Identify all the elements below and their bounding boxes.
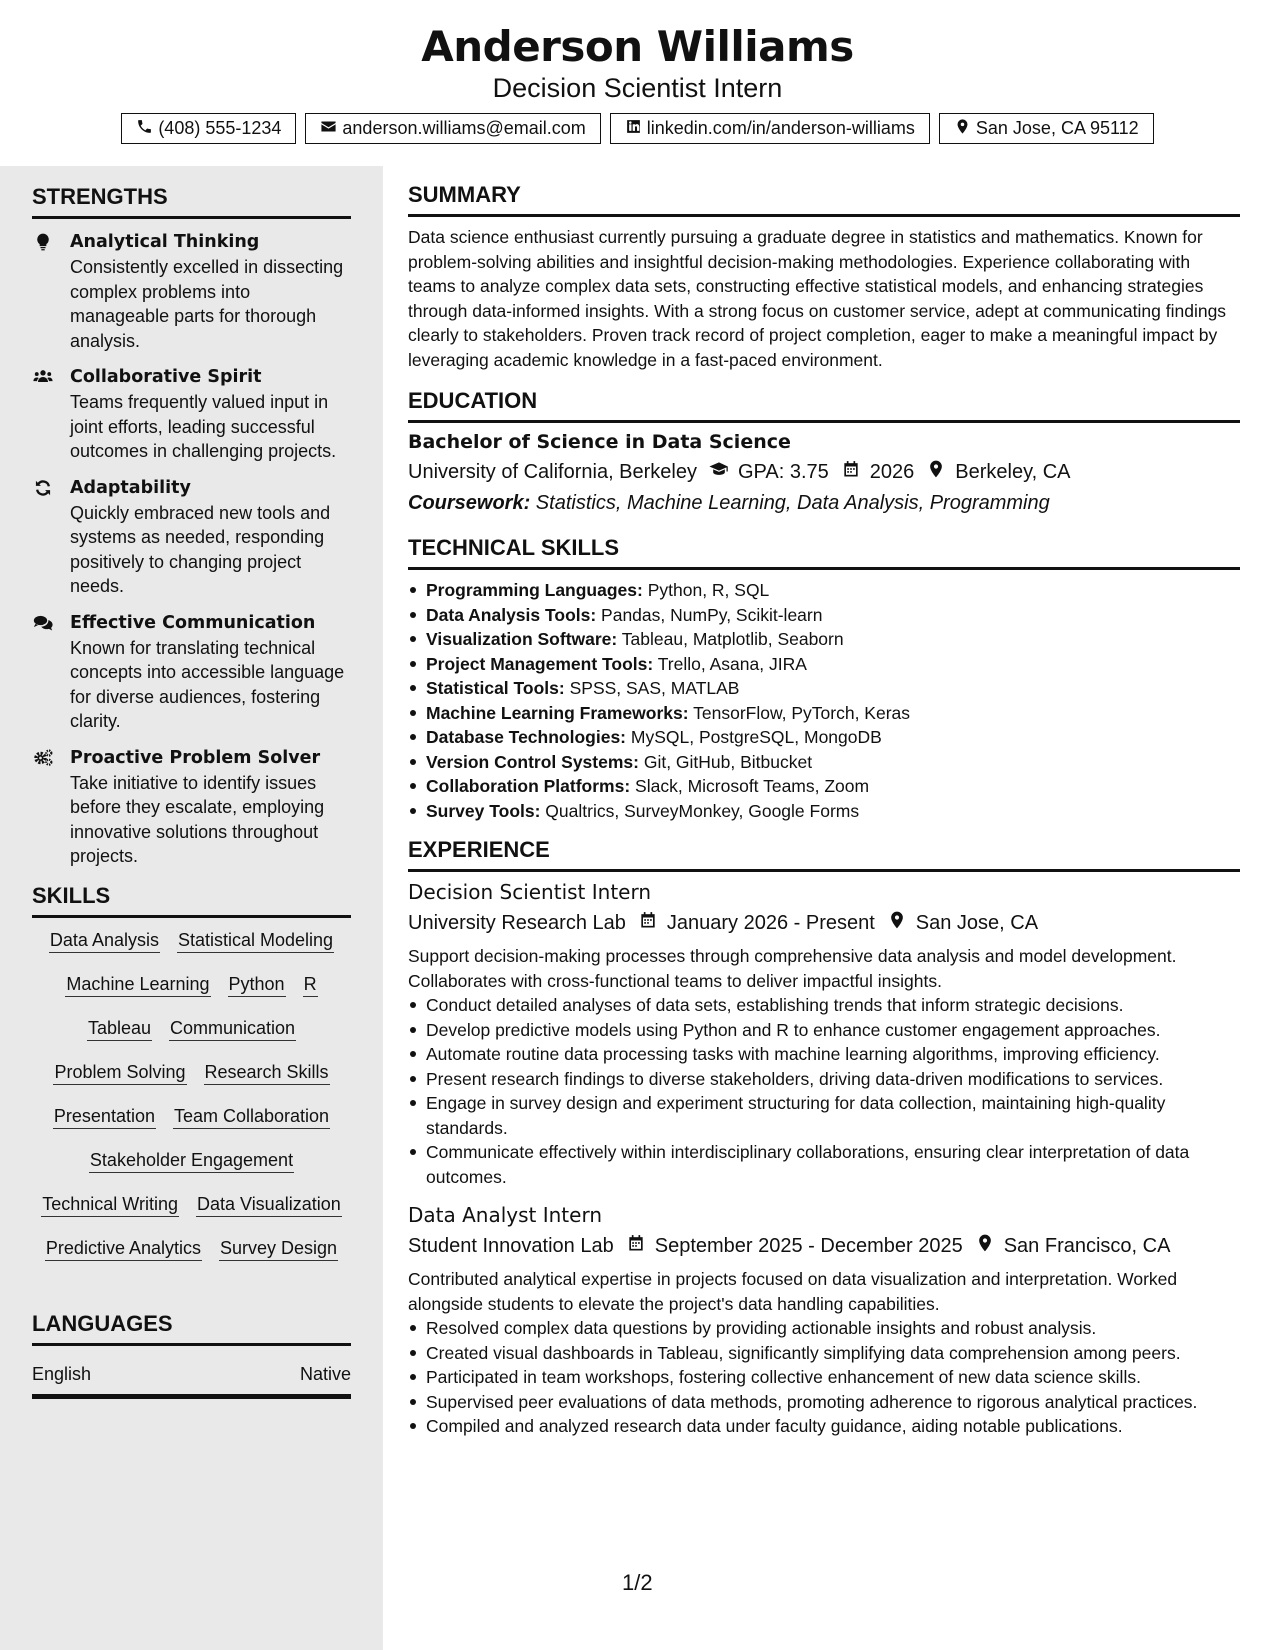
contact-phone [121,113,296,144]
strength-item [32,230,351,353]
summary-heading: SUMMARY [408,182,1240,217]
envelope-icon [320,118,337,140]
sidebar [0,166,383,1650]
strength-desc: Known for translating technical concepts into accessible language for diverse audiences, fostering clarity. [70,637,345,731]
main-content [408,182,1240,1439]
coursework-label: Coursework: [408,492,531,514]
job-title: Decision Scientist Intern [408,880,652,904]
education-heading: EDUCATION [408,388,1240,423]
strength-item [32,476,351,599]
strength-item [32,365,351,464]
gears-icon [32,746,70,869]
tech-skill-label: Survey Tools: [426,800,541,821]
comments-icon [32,611,70,734]
job-meta [408,910,1240,936]
language-level: Native [299,1363,351,1384]
skill-tag: Statistical Modeling [177,928,334,953]
strength-desc: Quickly embraced new tools and systems as needed, responding positively to changing project needs. [70,502,331,596]
list-item [408,627,1240,652]
skill-tag: Problem Solving [53,1060,186,1085]
list-item: Automate routine data processing tasks with machine learning algorithms, improving efficiency. [408,1042,1240,1067]
tech-skill-value: Git, GitHub, Bitbucket [638,751,813,772]
list-item: Resolved complex data questions by providing actionable insights and robust analysis. [408,1316,1240,1341]
skill-tag: Data Analysis [49,928,160,953]
list-item: Engage in survey design and experiment structuring for data collection, maintaining high-quality standards. [408,1091,1240,1140]
list-item: Supervised peer evaluations of data methods, promoting adherence to rigorous analytical practices. [408,1390,1240,1415]
skill-tag: Research Skills [204,1060,330,1085]
strength-item [32,746,351,869]
list-item: Present research findings to diverse stakeholders, driving data-driven modifications to services. [408,1067,1240,1092]
skill-tag: Python [228,972,286,997]
summary-text: Data science enthusiast currently pursuing a graduate degree in statistics and mathematics. Known for problem-solving abilities and insightful decision-making methodologies. Experience collaborating with teams to analyze complex data sets, constructing effective statistical models, and enhancing strategies through data-informed insights. With a strong focus on customer service, adept at communicating findings clearly to stakeholders. Proven track record of project completion, eager to make a meaningful impact by leveraging academic knowledge in a fast-paced environment. [408,227,1227,370]
map-pin-icon [875,910,916,936]
job-entry [408,880,1240,1189]
list-item [408,676,1240,701]
phone-icon [136,118,153,140]
tech-skill-label: Collaboration Platforms: [426,776,631,796]
language-row [32,1364,351,1399]
strength-title: Effective Communication [70,612,316,633]
map-pin-icon [914,459,955,485]
list-item: Compiled and analyzed research data under faculty guidance, aiding notable publications. [408,1414,1240,1439]
tech-skill-label: Database Technologies: [426,727,627,747]
list-item [408,750,1240,775]
tech-skill-value: Python, R, SQL [642,580,770,600]
skill-tag: Tableau [87,1016,152,1041]
skill-tag: Predictive Analytics [45,1236,202,1261]
tech-skill-value: MySQL, PostgreSQL, MongoDB [626,727,882,747]
skill-tag: Team Collaboration [173,1104,330,1129]
degree-title: Bachelor of Science in Data Science [408,431,791,453]
strength-title: Collaborative Spirit [70,367,262,387]
list-item [408,725,1240,750]
tech-skill-label: Statistical Tools: [426,678,565,698]
map-pin-icon [954,118,971,140]
school-location: Berkeley, CA [955,460,1071,483]
tech-skill-label: Data Analysis Tools: [426,604,597,625]
tech-skill-label: Programming Languages: [426,580,643,600]
tech-skill-value: Pandas, NumPy, Scikit-learn [596,604,823,625]
tech-skill-label: Machine Learning Frameworks: [426,702,689,723]
skill-tag: Survey Design [219,1236,338,1261]
contact-location-text: San Jose, CA 95112 [975,118,1139,138]
strength-title: Adaptability [70,477,191,498]
tech-skill-value: Slack, Microsoft Teams, Zoom [630,776,870,796]
list-item: Participated in team workshops, fostering collective enhancement of new data science skills. [408,1365,1240,1390]
list-item [408,774,1240,799]
tech-skill-value: SPSS, SAS, MATLAB [564,678,740,698]
skill-tag: R [303,972,318,997]
job-org: University Research Lab [408,911,626,934]
map-pin-icon [963,1233,1004,1259]
contact-bar [0,113,1275,144]
gpa: GPA: 3.75 [738,460,829,483]
page-number: 1/2 [622,1570,653,1595]
tech-skill-label: Visualization Software: [426,629,618,649]
linkedin-icon [625,118,642,140]
technical-skills-heading: TECHNICAL SKILLS [408,535,1240,570]
contact-location [939,113,1154,144]
tech-skill-label: Version Control Systems: [426,751,639,772]
list-item: Develop predictive models using Python and R to enhance customer engagement approaches. [408,1018,1240,1043]
language-name: English [32,1363,92,1384]
graduation-year: 2026 [869,460,915,483]
strength-desc: Teams frequently valued input in joint efforts, leading successful outcomes in challenging projects. [70,392,337,461]
calendar-icon [614,1233,655,1259]
candidate-role: Decision Scientist Intern [492,73,783,103]
skills-heading: SKILLS [32,883,351,918]
job-location: San Francisco, CA [1003,1234,1171,1257]
tech-skill-value: Trello, Asana, JIRA [653,653,807,674]
skill-tag: Data Visualization [196,1192,342,1217]
skill-tag: Stakeholder Engagement [89,1148,294,1173]
sync-icon [32,476,70,599]
tech-skill-value: TensorFlow, PyTorch, Keras [688,702,911,723]
skills-tags [32,928,351,1261]
strengths-heading: STRENGTHS [32,184,351,219]
calendar-icon [829,459,870,485]
skill-tag: Technical Writing [41,1192,179,1217]
strength-desc: Take initiative to identify issues before they escalate, employing innovative solutions throughout projects. [70,772,325,866]
graduation-cap-icon [697,459,738,485]
strengths-list [32,230,351,869]
candidate-name: Anderson Williams [421,22,854,71]
job-title: Data Analyst Intern [408,1203,603,1227]
job-description: Contributed analytical expertise in projects focused on data visualization and interpretation. Worked alongside students to elevate the project's data handling capabilities. [408,1269,1178,1314]
list-item: Communicate effectively within interdisciplinary collaborations, ensuring clear interpretation of data outcomes. [408,1140,1240,1189]
lightbulb-icon [32,230,70,353]
strength-title: Analytical Thinking [70,232,260,252]
list-item [408,799,1240,824]
school-name: University of California, Berkeley [408,460,697,483]
job-entry [408,1203,1240,1439]
languages-heading: LANGUAGES [32,1311,351,1346]
job-bullets [408,993,1240,1189]
list-item: Conduct detailed analyses of data sets, establishing trends that inform strategic decisions. [408,993,1240,1018]
resume-header [0,0,1275,166]
skill-tag: Communication [169,1016,296,1041]
experience-heading: EXPERIENCE [408,837,1240,872]
job-bullets [408,1316,1240,1439]
list-item: Created visual dashboards in Tableau, significantly simplifying data comprehension among peers. [408,1341,1240,1366]
technical-skills-list [408,578,1240,823]
contact-phone-text: (408) 555-1234 [158,118,282,138]
contact-linkedin[interactable] [610,113,930,144]
users-icon [32,365,70,464]
job-meta [408,1233,1240,1259]
calendar-icon [626,910,667,936]
strength-title: Proactive Problem Solver [70,747,321,768]
strength-desc: Consistently excelled in dissecting complex problems into manageable parts for thorough analysis. [70,257,344,351]
education-meta [408,459,1240,485]
tech-skill-value: Qualtrics, SurveyMonkey, Google Forms [540,800,860,821]
tech-skill-label: Project Management Tools: [426,653,654,674]
skill-tag: Presentation [53,1104,156,1129]
list-item [408,652,1240,677]
coursework-list: Statistics, Machine Learning, Data Analysis, Programming [530,492,1050,514]
list-item [408,603,1240,628]
job-dates: September 2025 - December 2025 [654,1234,963,1257]
job-org: Student Innovation Lab [408,1234,614,1257]
strength-item [32,611,351,734]
skill-tag: Machine Learning [65,972,210,997]
contact-linkedin-text: linkedin.com/in/anderson-williams [646,118,915,138]
list-item [408,578,1240,603]
job-location: San Jose, CA [915,911,1039,934]
tech-skill-value: Tableau, Matplotlib, Seaborn [617,629,844,649]
coursework [408,492,1240,515]
contact-email[interactable] [305,113,600,144]
list-item [408,701,1240,726]
job-dates: January 2026 - Present [666,911,875,934]
contact-email-text: anderson.williams@email.com [342,118,586,138]
job-description: Support decision-making processes through comprehensive data analysis and model development. Collaborates with cross-functional teams to deliver impactful insights. [408,946,1177,991]
